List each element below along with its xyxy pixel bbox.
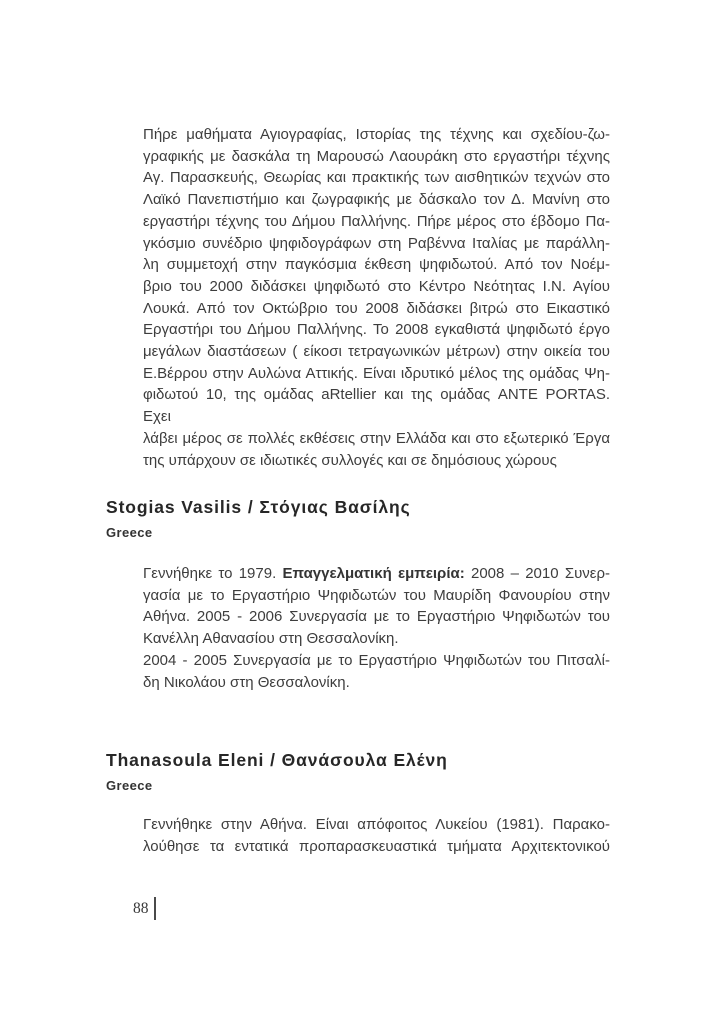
text-line: φιδωτού 10, της ομάδας aRtellier και της ομάδας ANTE PORTAS. Εχει (143, 386, 610, 426)
text-line: Αθήνα. 2005 - 2006 Συνεργασία με το Εργαστήριο Ψηφιδωτών του (143, 608, 610, 626)
entry-name-stogias-vasilis: Stogias Vasilis / Στόγιας Βασίλης (106, 497, 411, 517)
entry-country-thanasoula-eleni: Greece (106, 778, 153, 793)
entry-name-thanasoula-eleni: Thanasoula Eleni / Θανάσουλα Ελένη (106, 750, 448, 770)
text-line: γραφικής με δασκάλα τη Μαρουσώ Λαουράκη στο εργαστήρι τέχνης (143, 147, 610, 165)
intro-paragraph (143, 124, 610, 471)
text-line: Λουκά. Από τον Οκτώβριο του 2008 διδάσκει βιτρώ στο Εικαστικό (143, 299, 610, 317)
bio-text: 2008 – 2010 Συνερ- (464, 565, 611, 582)
text-line: μεγάλων διαστάσεων ( είκοσι τετραγωνικών μέτρων) στην οικεία του (143, 343, 610, 361)
text-line: εργαστήρι τέχνης του Δήμου Παλλήνης. Πήρε μέρος στο έβδομο Πα- (143, 212, 610, 230)
text-line: δη Νικολάου στη Θεσσαλονίκη. (143, 673, 350, 691)
entry-country-stogias-vasilis: Greece (106, 525, 153, 540)
text-line (143, 563, 610, 585)
text-line: λάβει μέρος σε πολλές εκθέσεις στην Ελλάδα και στο εξωτερικό Έργα (143, 429, 610, 447)
text-line: 2004 - 2005 Συνεργασία με το Εργαστήριο Ψηφιδωτών του Πιτσαλί- (143, 651, 610, 669)
text-line: λούθησε τα εντατικά προπαρασκευαστικά τμήματα Αρχιτεκτονικού (143, 837, 610, 855)
text-line: της υπάρχουν σε ιδιωτικές συλλογές και σε δημόσιους χώρους (143, 451, 557, 469)
text-line: γασία με το Εργαστήριο Ψηφιδωτών του Μαυρίδη Φανουρίου στην (143, 586, 610, 604)
text-line: βριο του 2000 διδάσκει ψηφιδωτό στο Κέντρο Νεότητας Ι.Ν. Αγίου (143, 277, 610, 295)
text-line: Κανέλλη Αθανασίου στη Θεσσαλονίκη. (143, 630, 399, 648)
entry-bio-thanasoula-eleni (143, 814, 610, 857)
bio-text: Γεννήθηκε το 1979. (143, 565, 283, 582)
text-line: Αγ. Παρασκευής, Θεωρίας και πρακτικής των αισθητικών τεχνών στο (143, 169, 610, 187)
text-line: Γεννήθηκε στην Αθήνα. Είναι απόφοιτος Λυκείου (1981). Παρακο- (143, 816, 610, 833)
text-line: γκόσμιο συνέδριο ψηφιδογράφων στη Ραβέννα Ιταλίας με παράλλη- (143, 234, 610, 252)
text-line: Πήρε μαθήματα Αγιογραφίας, Ιστορίας της τέχνης και σχεδίου-ζω- (143, 126, 610, 143)
text-line: λη συμμετοχή στην παγκόσμια έκθεση ψηφιδωτού. Από τον Νοέμ- (143, 256, 610, 274)
text-line: Ε.Βέρρου στην Αυλώνα Αττικής. Είναι ιδρυτικό μέλος της ομάδας Ψη- (143, 364, 610, 382)
text-line: Λαϊκό Πανεπιστήμιο και ζωγραφικής με δάσκαλο τον Δ. Μανίνη στο (143, 191, 610, 209)
text-line: Εργαστήρι του Δήμου Παλλήνης. Το 2008 εγκαθιστά ψηφιδωτό έργο (143, 321, 610, 339)
page-number: 88 (133, 899, 149, 917)
bio-bold-label: Επαγγελματική εμπειρία: (282, 565, 465, 582)
entry-bio-stogias-vasilis (143, 563, 610, 693)
page-footer (133, 897, 156, 920)
page-number-divider (154, 897, 156, 920)
